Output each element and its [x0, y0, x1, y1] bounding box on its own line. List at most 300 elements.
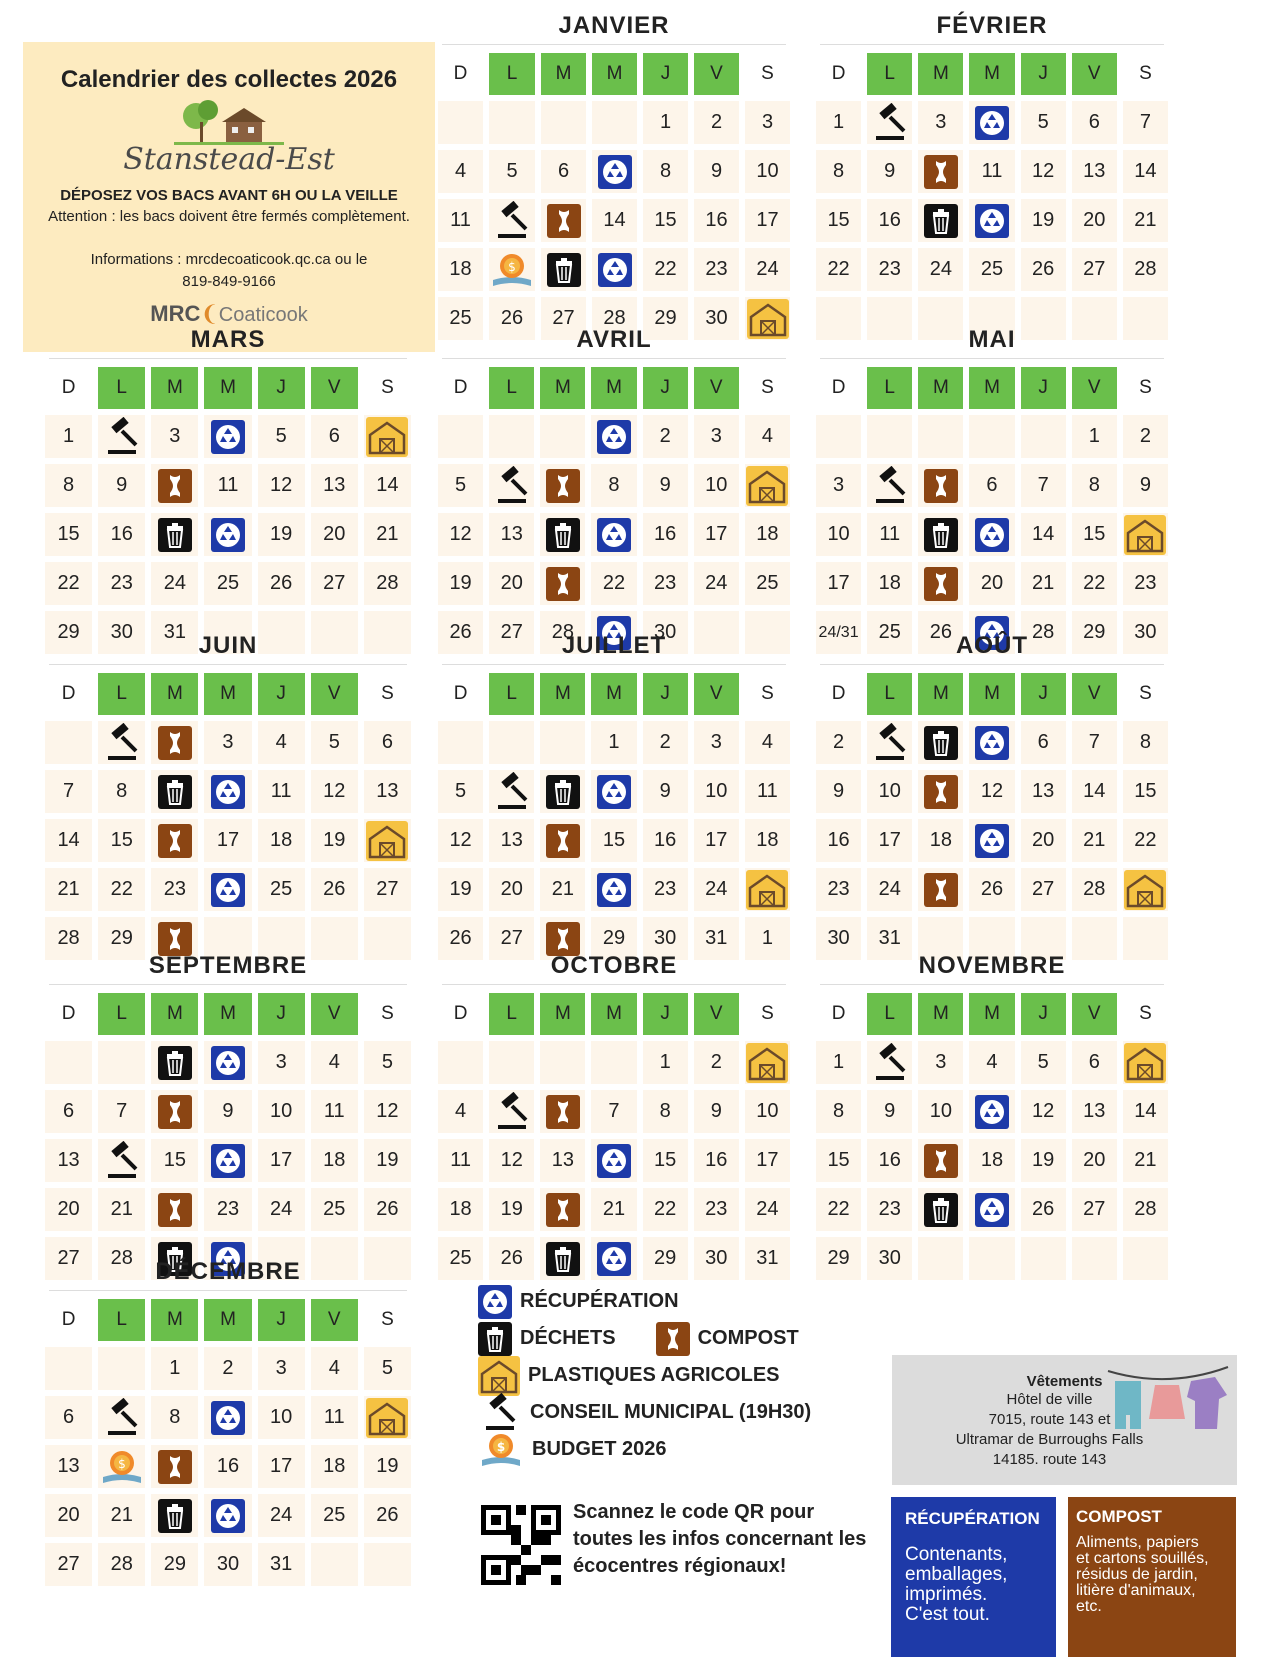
weekday-header: V: [694, 673, 739, 715]
day-cell: 15: [816, 1139, 861, 1182]
day-cell: [541, 199, 586, 242]
day-cell: [204, 1041, 251, 1084]
recycle-icon: [211, 775, 245, 809]
day-cell: [918, 721, 963, 764]
recycle-icon: [975, 824, 1009, 858]
day-cell: 8: [816, 1090, 861, 1133]
recycle-icon: [211, 518, 245, 552]
recycle-icon: [211, 873, 245, 907]
day-cell: 31: [867, 917, 912, 960]
day-cell: 16: [694, 199, 739, 242]
weekday-header: S: [761, 377, 774, 398]
weekday-header: V: [311, 673, 358, 715]
compost-icon: [924, 873, 958, 907]
day-cell: 8: [151, 1396, 198, 1439]
day-cell: 4: [311, 1041, 358, 1084]
day-cell: 6: [45, 1396, 92, 1439]
month-divider: [49, 984, 407, 985]
day-cell: [969, 1188, 1014, 1231]
day-cell: 1: [745, 917, 790, 960]
weekday-header: M: [969, 367, 1014, 409]
day-cell: [591, 415, 636, 458]
day-cell: 19: [1021, 199, 1066, 242]
day-cell: 18: [438, 1188, 483, 1231]
weekday-header: V: [1072, 673, 1117, 715]
day-cell: 29: [151, 1543, 198, 1586]
weekday-header: V: [694, 993, 739, 1035]
day-cell: [867, 721, 912, 764]
day-cell: 31: [258, 1543, 305, 1586]
clothing-title: Vêtements: [1026, 1373, 1103, 1390]
day-cell: 5: [1021, 1041, 1066, 1084]
day-cell: 14: [1123, 1090, 1168, 1133]
day-cell: 11: [204, 464, 251, 507]
day-cell: 5: [258, 415, 305, 458]
weekday-header: L: [867, 673, 912, 715]
day-cell: [98, 1396, 145, 1439]
day-cell: 3: [258, 1041, 305, 1084]
day-cell: 20: [969, 562, 1014, 605]
compost-box-title: COMPOST: [1076, 1507, 1162, 1526]
legend-conseil-label: CONSEIL MUNICIPAL (19H30): [530, 1401, 812, 1423]
weekday-header: V: [694, 367, 739, 409]
day-cell: [489, 770, 534, 813]
day-cell: 28: [1123, 248, 1168, 291]
day-cell: 6: [311, 415, 358, 458]
day-cell: 21: [1123, 1139, 1168, 1182]
day-cell: 27: [45, 1543, 92, 1586]
qr-line-1: Scannez le code QR pour: [573, 1501, 815, 1523]
weekday-header: V: [311, 1299, 358, 1341]
day-cell: [969, 101, 1014, 144]
day-cell: [540, 1237, 585, 1280]
month-grid: [816, 993, 1168, 1280]
day-cell: 16: [643, 513, 688, 556]
barn-icon: [366, 417, 408, 457]
day-cell: 13: [45, 1445, 92, 1488]
budget-icon: [99, 1447, 145, 1487]
weekday-header: D: [831, 63, 846, 84]
day-cell: 22: [643, 1188, 688, 1231]
day-cell: 28: [592, 297, 637, 340]
day-cell: 26: [258, 562, 305, 605]
recup-box-title: RÉCUPÉRATION: [905, 1509, 1040, 1528]
day-cell: 30: [694, 297, 739, 340]
day-cell: 18: [918, 819, 963, 862]
day-cell: 20: [1072, 199, 1117, 242]
day-cell: [438, 721, 483, 764]
weekday-header: V: [311, 367, 358, 409]
month-name: JUIN: [198, 632, 258, 659]
logo-mrc: MRC: [150, 301, 201, 326]
day-cell: 25: [258, 868, 305, 911]
month-divider: [820, 984, 1164, 985]
day-cell: 17: [816, 562, 861, 605]
day-cell: 19: [311, 819, 358, 862]
weekday-header: L: [867, 993, 912, 1035]
weekday-header: J: [1021, 993, 1066, 1035]
compost-icon: [924, 775, 958, 809]
day-cell: [204, 868, 251, 911]
compost-icon: [924, 567, 958, 601]
day-cell: [918, 415, 963, 458]
trash-icon: [924, 726, 958, 760]
compost-line-5: etc.: [1076, 1598, 1102, 1615]
weekday-header: J: [1021, 53, 1066, 95]
day-cell: [745, 464, 790, 507]
compost-icon: [546, 1193, 580, 1227]
day-cell: 13: [540, 1139, 585, 1182]
day-cell: [98, 415, 145, 458]
recycle-icon: [597, 1144, 631, 1178]
weekday-header: J: [258, 993, 305, 1035]
recup-box-body: [905, 1545, 1042, 1625]
month-4: [816, 326, 1168, 654]
weekday-header: M: [204, 993, 251, 1035]
barn-icon: [746, 1043, 788, 1083]
weekday-header: S: [1139, 377, 1152, 398]
day-cell: 7: [1123, 101, 1168, 144]
month-grid: [816, 53, 1168, 340]
day-cell: 1: [45, 415, 92, 458]
day-cell: [364, 415, 411, 458]
day-cell: [1123, 1237, 1168, 1280]
day-cell: 24: [258, 1494, 305, 1537]
weekday-header: M: [591, 993, 636, 1035]
weekday-header: D: [61, 377, 76, 398]
compost-icon: [924, 155, 958, 189]
day-cell: [151, 1041, 198, 1084]
month-9: [438, 952, 790, 1280]
day-cell: [364, 1543, 411, 1586]
recup-line-2: emballages,: [905, 1564, 1008, 1585]
gavel-icon: [490, 772, 534, 812]
day-cell: 12: [1021, 1090, 1066, 1133]
day-cell: 11: [867, 513, 912, 556]
month-divider: [442, 664, 786, 665]
recycle-icon: [598, 155, 632, 189]
day-cell: 22: [816, 1188, 861, 1231]
day-cell: 23: [643, 562, 688, 605]
day-cell: 24: [918, 248, 963, 291]
day-cell: 2: [694, 1041, 739, 1084]
legend-recup: [478, 1283, 878, 1320]
weekday-header: D: [453, 63, 468, 84]
day-cell: 1: [816, 101, 861, 144]
day-cell: [969, 513, 1014, 556]
compost-line-4: litière d'animaux,: [1076, 1582, 1196, 1599]
day-cell: 24: [745, 1188, 790, 1231]
day-cell: [98, 1041, 145, 1084]
day-cell: [867, 415, 912, 458]
day-cell: 7: [98, 1090, 145, 1133]
day-cell: 27: [1072, 248, 1117, 291]
month-name: MARS: [190, 326, 266, 353]
clothing-line-3: Ultramar de Burroughs Falls: [955, 1431, 1144, 1448]
day-cell: 24: [694, 562, 739, 605]
legend: [478, 1283, 878, 1468]
month-grid: [438, 53, 790, 340]
month-2: [45, 326, 411, 654]
month-8: [45, 952, 411, 1280]
gavel-icon: [100, 1141, 144, 1181]
trash-icon: [478, 1322, 512, 1356]
gavel-icon: [100, 1398, 144, 1438]
day-cell: 11: [258, 770, 305, 813]
mrc-logo: MRC❨Coaticook: [150, 301, 308, 326]
day-cell: [918, 199, 963, 242]
day-cell: 8: [643, 1090, 688, 1133]
weekday-header: L: [489, 367, 534, 409]
day-cell: 7: [1021, 464, 1066, 507]
day-cell: 23: [867, 248, 912, 291]
day-cell: 25: [311, 1494, 358, 1537]
weekday-header: M: [918, 673, 963, 715]
day-cell: 4: [258, 721, 305, 764]
compost-info-box: [1068, 1497, 1236, 1657]
day-cell: 29: [591, 917, 636, 960]
day-cell: 13: [45, 1139, 92, 1182]
weekday-header: J: [258, 673, 305, 715]
day-cell: 28: [364, 562, 411, 605]
day-cell: [151, 1445, 198, 1488]
day-cell: 26: [918, 611, 963, 654]
logo-coaticook: Coaticook: [218, 304, 308, 326]
day-cell: 14: [364, 464, 411, 507]
day-cell: 5: [311, 721, 358, 764]
day-cell: 10: [745, 150, 790, 193]
compost-icon: [158, 726, 192, 760]
day-cell: 19: [1021, 1139, 1066, 1182]
recycle-icon: [598, 253, 632, 287]
day-cell: 7: [591, 1090, 636, 1133]
day-cell: [969, 199, 1014, 242]
day-cell: [1123, 513, 1168, 556]
qr-code-icon[interactable]: [481, 1505, 561, 1585]
day-cell: 28: [540, 611, 585, 654]
month-name: FÉVRIER: [936, 12, 1048, 39]
day-cell: 24: [258, 1188, 305, 1231]
recycle-icon: [597, 1242, 631, 1276]
day-cell: 6: [1072, 1041, 1117, 1084]
day-cell: [816, 415, 861, 458]
weekday-header: S: [381, 377, 394, 398]
day-cell: [204, 415, 251, 458]
day-cell: 11: [311, 1396, 358, 1439]
day-cell: [540, 562, 585, 605]
day-cell: 3: [151, 415, 198, 458]
day-cell: 15: [45, 513, 92, 556]
day-cell: 14: [1021, 513, 1066, 556]
day-cell: [151, 1494, 198, 1537]
day-cell: 6: [1021, 721, 1066, 764]
month-1: [816, 12, 1168, 340]
month-grid: [816, 367, 1168, 654]
day-cell: [540, 1090, 585, 1133]
day-cell: 9: [867, 150, 912, 193]
day-cell: 22: [1072, 562, 1117, 605]
weekday-header: M: [540, 993, 585, 1035]
weekday-header: L: [489, 673, 534, 715]
weekday-header: M: [540, 673, 585, 715]
compost-icon: [656, 1322, 690, 1356]
weekday-header: M: [969, 673, 1014, 715]
day-cell: [918, 770, 963, 813]
day-cell: [204, 770, 251, 813]
day-cell: 22: [1123, 819, 1168, 862]
day-cell: 28: [98, 1543, 145, 1586]
day-cell: 18: [867, 562, 912, 605]
day-cell: 24: [745, 248, 790, 291]
day-cell: [98, 1347, 145, 1390]
day-cell: 15: [591, 819, 636, 862]
day-cell: 15: [98, 819, 145, 862]
gavel-icon: [868, 723, 912, 763]
month-name: OCTOBRE: [550, 952, 678, 979]
day-cell: 22: [643, 248, 688, 291]
svg-text:$: $: [496, 1439, 506, 1454]
day-cell: 15: [816, 199, 861, 242]
weekday-header: M: [540, 367, 585, 409]
day-cell: [151, 513, 198, 556]
legend-budget-label: BUDGET 2026: [532, 1438, 667, 1460]
day-cell: 18: [969, 1139, 1014, 1182]
day-cell: 6: [364, 721, 411, 764]
day-cell: 13: [364, 770, 411, 813]
recycle-icon: [211, 1144, 245, 1178]
day-cell: 13: [1021, 770, 1066, 813]
weekday-header: M: [918, 367, 963, 409]
day-cell: 15: [151, 1139, 198, 1182]
month-divider: [442, 984, 786, 985]
weekday-header: D: [831, 1003, 846, 1024]
recycle-icon: [975, 106, 1009, 140]
month-divider: [820, 358, 1164, 359]
weekday-header: S: [381, 683, 394, 704]
day-cell: 21: [98, 1494, 145, 1537]
trash-icon: [158, 518, 192, 552]
day-cell: [591, 513, 636, 556]
month-divider: [49, 664, 407, 665]
day-cell: 3: [258, 1347, 305, 1390]
day-cell: 20: [1021, 819, 1066, 862]
weekday-header: D: [831, 377, 846, 398]
compost-box-body: [1076, 1535, 1228, 1615]
day-cell: 23: [204, 1188, 251, 1231]
day-cell: [540, 1188, 585, 1231]
weekday-header: S: [761, 683, 774, 704]
svg-text:$: $: [508, 259, 516, 274]
day-cell: 8: [816, 150, 861, 193]
budget-icon: [489, 250, 535, 290]
day-cell: 16: [867, 1139, 912, 1182]
trash-icon: [546, 518, 580, 552]
day-cell: 2: [1123, 415, 1168, 458]
day-cell: 6: [969, 464, 1014, 507]
day-cell: [151, 464, 198, 507]
day-cell: [867, 1041, 912, 1084]
compost-icon: [547, 204, 581, 238]
day-cell: 18: [745, 819, 790, 862]
day-cell: [204, 1494, 251, 1537]
trash-icon: [158, 1499, 192, 1533]
recycle-icon: [975, 518, 1009, 552]
compost-icon: [158, 1095, 192, 1129]
info-line-1: Informations : mrcdecoaticook.qc.ca ou le: [90, 251, 368, 268]
trash-icon: [546, 1242, 580, 1276]
compost-icon: [158, 1450, 192, 1484]
month-10: [816, 952, 1168, 1280]
day-cell: 25: [311, 1188, 358, 1231]
day-cell: 21: [1021, 562, 1066, 605]
day-cell: 13: [1072, 150, 1117, 193]
weekday-header: J: [643, 53, 688, 95]
barn-icon: [746, 870, 788, 910]
weekday-header: V: [694, 53, 739, 95]
legend-conseil: [478, 1394, 878, 1431]
barn-icon: [1124, 515, 1166, 555]
day-cell: 19: [438, 562, 483, 605]
clothing-box: [892, 1355, 1237, 1485]
day-cell: 25: [969, 248, 1014, 291]
day-cell: 6: [45, 1090, 92, 1133]
day-cell: 12: [311, 770, 358, 813]
day-cell: 27: [489, 917, 534, 960]
month-name: AVRIL: [576, 326, 652, 353]
weekday-header: L: [98, 367, 145, 409]
day-cell: 8: [591, 464, 636, 507]
day-cell: [591, 1237, 636, 1280]
compost-icon: [158, 922, 192, 956]
recycle-icon: [975, 204, 1009, 238]
day-cell: 7: [45, 770, 92, 813]
weekday-header: M: [204, 367, 251, 409]
month-3: [438, 326, 790, 654]
day-cell: 17: [694, 819, 739, 862]
day-cell: 31: [151, 611, 198, 654]
day-cell: [540, 513, 585, 556]
day-cell: 29: [45, 611, 92, 654]
day-cell: 15: [643, 199, 688, 242]
day-cell: 21: [98, 1188, 145, 1231]
month-grid: [45, 367, 411, 654]
day-cell: 28: [45, 917, 92, 960]
day-cell: 4: [745, 721, 790, 764]
day-cell: [745, 1041, 790, 1084]
day-cell: 9: [204, 1090, 251, 1133]
day-cell: 24: [151, 562, 198, 605]
barn-icon: [746, 466, 788, 506]
day-cell: 3: [694, 721, 739, 764]
weekday-header: M: [591, 367, 636, 409]
weekday-header: L: [489, 993, 534, 1035]
weekday-header: M: [918, 993, 963, 1035]
month-name: SEPTEMBRE: [148, 952, 308, 979]
day-cell: [918, 464, 963, 507]
day-cell: 30: [1123, 611, 1168, 654]
trash-icon: [547, 253, 581, 287]
day-cell: 17: [258, 1445, 305, 1488]
day-cell: 24: [694, 868, 739, 911]
compost-icon: [924, 1144, 958, 1178]
day-cell: 25: [867, 611, 912, 654]
weekday-header: M: [592, 53, 637, 95]
day-cell: 8: [1123, 721, 1168, 764]
day-cell: 23: [816, 868, 861, 911]
compost-icon: [546, 567, 580, 601]
day-cell: 15: [1072, 513, 1117, 556]
day-cell: 12: [969, 770, 1014, 813]
